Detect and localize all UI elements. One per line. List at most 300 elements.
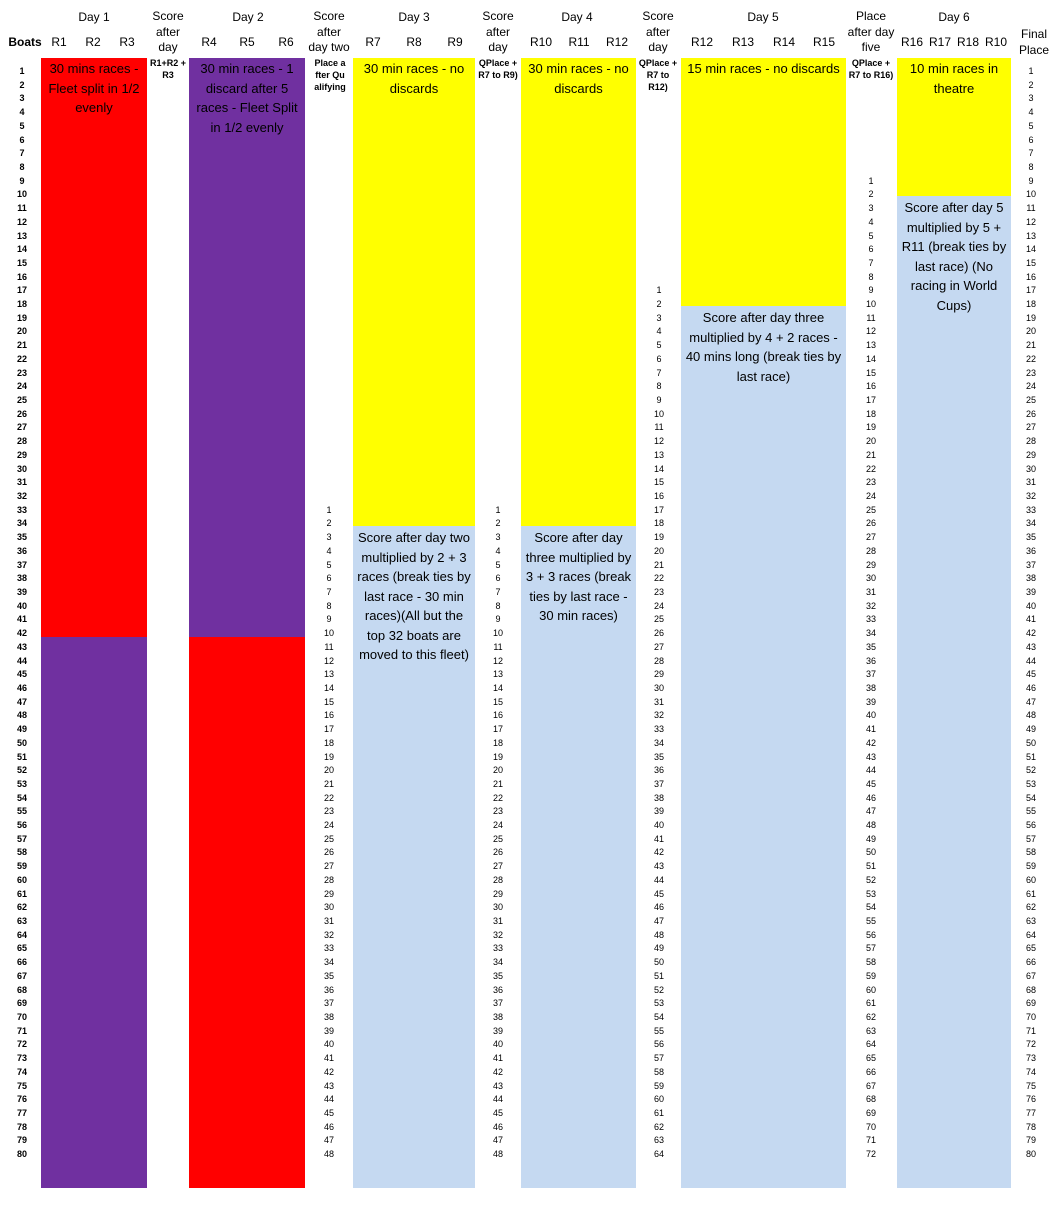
day5_place-value: 22 bbox=[865, 463, 876, 474]
boats-value: 5 bbox=[19, 120, 25, 131]
boats-value: 34 bbox=[16, 518, 27, 529]
day4_place-value: 43 bbox=[653, 861, 664, 872]
day5_place-value: 49 bbox=[865, 833, 876, 844]
day3_place-value: 35 bbox=[492, 970, 503, 981]
day5_place-value: 12 bbox=[865, 326, 876, 337]
day5_place-value: 72 bbox=[865, 1149, 876, 1160]
day4_place-value: 58 bbox=[653, 1066, 664, 1077]
day2_place-value: 46 bbox=[323, 1121, 334, 1132]
final-value: 5 bbox=[1028, 120, 1034, 131]
day5_place-value: 47 bbox=[865, 806, 876, 817]
final-value: 72 bbox=[1025, 1039, 1036, 1050]
day2_place-value: 48 bbox=[323, 1149, 334, 1160]
day5_place-value: 64 bbox=[865, 1039, 876, 1050]
day5_place-value: 7 bbox=[868, 257, 874, 268]
day2_place-value: 26 bbox=[323, 847, 334, 858]
final-value: 8 bbox=[1028, 161, 1034, 172]
final-value: 54 bbox=[1025, 792, 1036, 803]
header-score-after-day3: Score after day bbox=[482, 9, 514, 54]
final-value: 20 bbox=[1025, 326, 1036, 337]
header-r14: R14 bbox=[772, 35, 795, 49]
day2_place-value: 22 bbox=[323, 792, 334, 803]
day2_place-value: 17 bbox=[323, 724, 334, 735]
boats-value: 20 bbox=[16, 326, 27, 337]
day5_place-value: 60 bbox=[865, 984, 876, 995]
boats-value: 42 bbox=[16, 628, 27, 639]
boats-value: 46 bbox=[16, 682, 27, 693]
final-value: 70 bbox=[1025, 1011, 1036, 1022]
day2_place-value: 29 bbox=[323, 888, 334, 899]
day2_place-value: 24 bbox=[323, 820, 334, 831]
day5_place-value: 52 bbox=[865, 874, 876, 885]
final-value: 78 bbox=[1025, 1121, 1036, 1132]
boats-value: 63 bbox=[16, 916, 27, 927]
boats-value: 52 bbox=[16, 765, 27, 776]
boats-value: 3 bbox=[19, 93, 25, 104]
day4_place-value: 46 bbox=[653, 902, 664, 913]
day4-gold-note: 30 min races - no discards bbox=[528, 61, 629, 96]
boats-value: 54 bbox=[16, 792, 27, 803]
boats-value: 24 bbox=[16, 381, 27, 392]
boats-value: 29 bbox=[16, 449, 27, 460]
final-value: 53 bbox=[1025, 778, 1036, 789]
header-r17: R17 bbox=[928, 35, 951, 49]
boats-value: 23 bbox=[16, 367, 27, 378]
day5_place-value: 25 bbox=[865, 504, 876, 515]
final-value: 15 bbox=[1025, 257, 1036, 268]
day4_place-value: 6 bbox=[656, 353, 662, 364]
header-r18: R18 bbox=[956, 35, 979, 49]
day2_place-value: 7 bbox=[326, 586, 332, 597]
day5_place-value: 11 bbox=[866, 312, 876, 323]
final-value: 22 bbox=[1025, 353, 1036, 364]
final-value: 50 bbox=[1025, 737, 1036, 748]
day4_place-value: 27 bbox=[653, 641, 664, 652]
day4_place-value: 35 bbox=[653, 751, 664, 762]
day2_place-value: 18 bbox=[323, 737, 334, 748]
day1-purple-fleet-block bbox=[41, 637, 147, 1188]
day3_place-value: 22 bbox=[492, 792, 503, 803]
boats-value: 13 bbox=[16, 230, 27, 241]
boats-value: 57 bbox=[16, 833, 27, 844]
final-value: 60 bbox=[1025, 874, 1036, 885]
boats-value: 27 bbox=[16, 422, 27, 433]
final-value: 43 bbox=[1025, 641, 1036, 652]
day5_place-value: 18 bbox=[865, 408, 876, 419]
final-value: 75 bbox=[1025, 1080, 1036, 1091]
final-value: 11 bbox=[1026, 203, 1036, 214]
day3_place-value: 27 bbox=[492, 861, 503, 872]
boats-value: 25 bbox=[16, 395, 27, 406]
boats-value: 37 bbox=[16, 559, 27, 570]
day4_place-value: 12 bbox=[653, 436, 664, 447]
day5_place-value: 37 bbox=[865, 669, 876, 680]
day2_place-value: 27 bbox=[323, 861, 334, 872]
day5-gold-fleet-block bbox=[681, 58, 846, 306]
final-value: 32 bbox=[1025, 491, 1036, 501]
day2_place-value: 31 bbox=[323, 916, 334, 927]
header-r6: R6 bbox=[278, 35, 294, 49]
day2_place-value: 14 bbox=[323, 682, 334, 693]
day5_place-value: 31 bbox=[865, 586, 876, 597]
boats-value: 2 bbox=[19, 79, 25, 90]
boats-value: 73 bbox=[16, 1053, 27, 1064]
boats-value: 75 bbox=[16, 1080, 27, 1091]
day5_place-value: 67 bbox=[865, 1080, 876, 1091]
header-day6: Day 6 bbox=[938, 10, 970, 24]
final-value: 46 bbox=[1025, 682, 1036, 693]
day3_place-value: 6 bbox=[495, 573, 501, 584]
final-value: 74 bbox=[1025, 1066, 1036, 1077]
day2_place-value: 36 bbox=[323, 984, 334, 995]
day5_place-value: 14 bbox=[865, 353, 876, 364]
boats-value: 31 bbox=[16, 477, 27, 488]
final-value: 27 bbox=[1025, 422, 1036, 433]
final-value: 79 bbox=[1025, 1135, 1036, 1146]
day5_place-value: 61 bbox=[865, 998, 876, 1009]
day2_place-value: 19 bbox=[323, 751, 334, 762]
day3_place-value: 29 bbox=[492, 888, 503, 899]
day2_place-value: 30 bbox=[323, 902, 334, 913]
day5_place-value: 3 bbox=[868, 203, 874, 214]
day3_place-value: 18 bbox=[492, 737, 503, 748]
boats-value: 1 bbox=[19, 66, 25, 76]
boats-value: 30 bbox=[16, 463, 27, 474]
header-r1: R1 bbox=[51, 35, 67, 49]
boats-value: 11 bbox=[17, 203, 27, 214]
final-value: 80 bbox=[1025, 1149, 1036, 1160]
day2_place-value: 5 bbox=[326, 559, 332, 570]
day4_place-value: 45 bbox=[653, 888, 664, 899]
day6-silver-fleet-block bbox=[897, 196, 1011, 1188]
boats-value: 12 bbox=[16, 216, 27, 227]
day5_place-value: 16 bbox=[865, 381, 876, 392]
day3_place-value: 36 bbox=[492, 984, 503, 995]
day3-silver-note: Score after day two multiplied by 2 + 3 races (break ties by last race - 30 min races)(All but the top 32 boats are moved to this fleet) bbox=[357, 530, 471, 662]
final-value: 3 bbox=[1028, 93, 1034, 104]
day2_place-value: 45 bbox=[323, 1107, 334, 1118]
day3_place-value: 48 bbox=[492, 1149, 503, 1160]
boats-value: 47 bbox=[16, 696, 27, 707]
day4_place-value: 57 bbox=[653, 1053, 664, 1064]
day2_place-value: 10 bbox=[323, 628, 334, 639]
day5_place-value: 20 bbox=[865, 436, 876, 447]
day5_place-value: 63 bbox=[865, 1025, 876, 1036]
boats-value: 72 bbox=[16, 1039, 27, 1050]
day5_place-value: 58 bbox=[865, 957, 876, 968]
day3_place-value: 32 bbox=[492, 929, 503, 940]
day3_place-value: 41 bbox=[492, 1053, 503, 1064]
header-r15: R15 bbox=[812, 35, 835, 49]
header-place-after-day-five: Place after day five bbox=[847, 9, 895, 54]
day3_place-value: 7 bbox=[495, 586, 501, 597]
boats-value: 32 bbox=[16, 491, 27, 501]
day4_place-value: 44 bbox=[653, 874, 664, 885]
header-r7: R7 bbox=[365, 35, 381, 49]
day4_place-value: 36 bbox=[653, 765, 664, 776]
final-value: 41 bbox=[1025, 614, 1036, 625]
day4_place-value: 51 bbox=[653, 970, 664, 981]
day4_place-value: 59 bbox=[653, 1080, 664, 1091]
boats-value: 40 bbox=[16, 600, 27, 611]
day5_place-value: 24 bbox=[865, 491, 876, 501]
final-value: 45 bbox=[1025, 669, 1036, 680]
final-value: 10 bbox=[1025, 189, 1036, 200]
final-value: 47 bbox=[1025, 696, 1036, 707]
boats-value: 26 bbox=[16, 408, 27, 419]
day4_place-value: 31 bbox=[653, 696, 664, 707]
final-value: 73 bbox=[1025, 1053, 1036, 1064]
day2_place-value: 4 bbox=[326, 545, 332, 556]
day5_place-value: 5 bbox=[868, 230, 874, 241]
day4-gold-fleet-block bbox=[521, 58, 636, 526]
boats-value: 48 bbox=[16, 710, 27, 721]
final-value: 25 bbox=[1025, 395, 1036, 406]
day5_place-value: 28 bbox=[865, 545, 876, 556]
day5-silver-fleet-block bbox=[681, 306, 846, 1188]
day5_place-value: 13 bbox=[865, 340, 876, 351]
day4_place-value: 9 bbox=[656, 395, 662, 406]
day3_place-value: 20 bbox=[492, 765, 503, 776]
boats-value: 71 bbox=[16, 1025, 27, 1036]
day3_place-value: 1 bbox=[495, 504, 501, 515]
header-day4: Day 4 bbox=[561, 10, 593, 24]
day5_place-value: 8 bbox=[868, 271, 874, 282]
header-score-after-day1: Score after day bbox=[152, 9, 184, 54]
day4_place-value: 39 bbox=[653, 806, 664, 817]
final-value: 48 bbox=[1025, 710, 1036, 721]
header-day3: Day 3 bbox=[398, 10, 430, 24]
header-score-after-day-two: Score after day two bbox=[308, 9, 350, 54]
final-value: 42 bbox=[1025, 628, 1036, 639]
day5_place-value: 9 bbox=[868, 285, 874, 296]
day2_place-value: 13 bbox=[323, 669, 334, 680]
day5_place-value: 51 bbox=[865, 861, 876, 872]
day2_place-value: 16 bbox=[323, 710, 334, 721]
day5_place-value: 55 bbox=[865, 916, 876, 927]
day4_place-value: 50 bbox=[653, 957, 664, 968]
day5_place-value: 68 bbox=[865, 1094, 876, 1105]
boats-value: 66 bbox=[16, 957, 27, 968]
day5_place-value: 69 bbox=[865, 1107, 876, 1118]
day5_place-value: 6 bbox=[868, 244, 874, 255]
day5_place-value: 21 bbox=[865, 449, 876, 460]
day5_place-value: 27 bbox=[865, 532, 876, 543]
day5_place-value: 30 bbox=[865, 573, 876, 584]
day5_place-value: 36 bbox=[865, 655, 876, 666]
day3_place-value: 2 bbox=[495, 518, 501, 529]
day6-gold-note: 10 min races in theatre bbox=[909, 61, 999, 96]
header-r12-day5: R12 bbox=[690, 35, 713, 49]
day2_place-value: 21 bbox=[323, 778, 334, 789]
day5_place-value: 2 bbox=[868, 189, 874, 200]
day3_place-value: 10 bbox=[492, 628, 503, 639]
day5_place-value: 32 bbox=[865, 600, 876, 611]
day3_place-value: 11 bbox=[493, 641, 503, 652]
day5_place-value: 44 bbox=[865, 765, 876, 776]
header-r4: R4 bbox=[201, 35, 217, 49]
final-value: 52 bbox=[1025, 765, 1036, 776]
day2_place-value: 41 bbox=[323, 1053, 334, 1064]
day5_place-value: 45 bbox=[865, 778, 876, 789]
boats-value: 19 bbox=[16, 312, 27, 323]
day3_place-value: 15 bbox=[492, 696, 503, 707]
final-value: 33 bbox=[1025, 504, 1036, 515]
final-value: 26 bbox=[1025, 408, 1036, 419]
day2_place-value: 25 bbox=[323, 833, 334, 844]
boats-value: 22 bbox=[16, 353, 27, 364]
final-value: 23 bbox=[1025, 367, 1036, 378]
boats-value: 16 bbox=[16, 271, 27, 282]
final-value: 4 bbox=[1028, 107, 1034, 118]
day3_place-value: 44 bbox=[492, 1094, 503, 1105]
day5_place-value: 29 bbox=[865, 559, 876, 570]
day2_place-value: 20 bbox=[323, 765, 334, 776]
boats-value: 55 bbox=[16, 806, 27, 817]
day4_place-value: 64 bbox=[653, 1149, 664, 1160]
day4_place-value: 21 bbox=[653, 559, 664, 570]
boats-value: 41 bbox=[16, 614, 27, 625]
final-value: 2 bbox=[1028, 79, 1034, 90]
day2_place-value: 35 bbox=[323, 970, 334, 981]
day4_place-value: 14 bbox=[653, 463, 664, 474]
day5_place-value: 54 bbox=[865, 902, 876, 913]
final-value: 61 bbox=[1025, 888, 1036, 899]
day4_place-value: 38 bbox=[653, 792, 664, 803]
boats-value: 17 bbox=[16, 285, 27, 296]
final-value: 31 bbox=[1025, 477, 1036, 488]
final-value: 66 bbox=[1025, 957, 1036, 968]
boats-value: 44 bbox=[16, 655, 27, 666]
day3_place-value: 45 bbox=[492, 1107, 503, 1118]
boats-value: 49 bbox=[16, 724, 27, 735]
final-value: 51 bbox=[1025, 751, 1036, 762]
header-score-after-day3-formula: QPlace + R7 to R9) bbox=[478, 58, 518, 80]
day4_place-value: 48 bbox=[653, 929, 664, 940]
final-value: 7 bbox=[1028, 148, 1034, 159]
day4_place-value: 30 bbox=[653, 682, 664, 693]
day5_place-value: 42 bbox=[865, 737, 876, 748]
day3_place-value: 4 bbox=[495, 545, 501, 556]
day5_place-value: 33 bbox=[865, 614, 876, 625]
day3_place-value: 47 bbox=[492, 1135, 503, 1146]
boats-value: 21 bbox=[16, 340, 27, 351]
final-value: 67 bbox=[1025, 970, 1036, 981]
day2_place-value: 12 bbox=[323, 655, 334, 666]
day4_place-value: 41 bbox=[653, 833, 664, 844]
boats-value: 50 bbox=[16, 737, 27, 748]
day4_place-value: 49 bbox=[653, 943, 664, 954]
day5_place-value: 23 bbox=[865, 477, 876, 488]
day2-purple-fleet-block bbox=[189, 58, 305, 637]
boats-value: 14 bbox=[16, 244, 27, 255]
day2_place-value: 15 bbox=[323, 696, 334, 707]
day5_place-value: 50 bbox=[865, 847, 876, 858]
day3_place-value: 46 bbox=[492, 1121, 503, 1132]
day1-top-note: 30 mins races - Fleet split in 1/2 evenly bbox=[48, 61, 140, 115]
boats-value: 78 bbox=[16, 1121, 27, 1132]
day4_place-value: 61 bbox=[653, 1107, 664, 1118]
boats-value: 43 bbox=[16, 641, 27, 652]
day3_place-value: 14 bbox=[492, 682, 503, 693]
header-r3: R3 bbox=[119, 35, 135, 49]
day2_place-value: 23 bbox=[323, 806, 334, 817]
day3_place-value: 19 bbox=[492, 751, 503, 762]
day3_place-value: 42 bbox=[492, 1066, 503, 1077]
day5_place-value: 59 bbox=[865, 970, 876, 981]
day5_place-value: 48 bbox=[865, 820, 876, 831]
day4_place-value: 15 bbox=[653, 477, 664, 488]
day2_place-value: 1 bbox=[326, 504, 332, 515]
boats-value: 58 bbox=[16, 847, 27, 858]
boats-value: 28 bbox=[16, 436, 27, 447]
boats-value: 4 bbox=[19, 107, 25, 118]
day5_place-value: 62 bbox=[865, 1011, 876, 1022]
day2_place-value: 34 bbox=[323, 957, 334, 968]
day4_place-value: 42 bbox=[653, 847, 664, 858]
boats-value: 6 bbox=[19, 134, 25, 145]
day5_place-value: 66 bbox=[865, 1066, 876, 1077]
day2_place-value: 37 bbox=[323, 998, 334, 1009]
day4_place-value: 8 bbox=[656, 381, 662, 392]
header-score-after-day4: Score after day bbox=[642, 9, 674, 54]
day4_place-value: 2 bbox=[656, 299, 662, 310]
final-value: 29 bbox=[1025, 449, 1036, 460]
day4_place-value: 3 bbox=[656, 312, 662, 323]
day3_place-value: 28 bbox=[492, 874, 503, 885]
day5_place-value: 56 bbox=[865, 929, 876, 940]
boats-value: 53 bbox=[16, 778, 27, 789]
day4_place-value: 1 bbox=[656, 285, 662, 296]
day3_place-value: 24 bbox=[492, 820, 503, 831]
boats-value: 56 bbox=[16, 820, 27, 831]
day2_place-value: 44 bbox=[323, 1094, 334, 1105]
day4_place-value: 54 bbox=[653, 1011, 664, 1022]
day5-gold-note: 15 min races - no discards bbox=[687, 61, 840, 76]
day2_place-value: 11 bbox=[324, 641, 334, 652]
day5_place-value: 4 bbox=[868, 216, 874, 227]
final-value: 56 bbox=[1025, 820, 1036, 831]
day2_place-value: 33 bbox=[323, 943, 334, 954]
final-value: 24 bbox=[1025, 381, 1036, 392]
day5_place-value: 57 bbox=[865, 943, 876, 954]
day5_place-value: 40 bbox=[865, 710, 876, 721]
boats-value: 62 bbox=[16, 902, 27, 913]
final-value: 19 bbox=[1025, 312, 1036, 323]
day3_place-value: 25 bbox=[492, 833, 503, 844]
boats-value: 10 bbox=[16, 189, 27, 200]
header-day1: Day 1 bbox=[78, 10, 110, 24]
day5_place-value: 1 bbox=[868, 175, 874, 186]
final-value: 21 bbox=[1025, 340, 1036, 351]
day4_place-value: 20 bbox=[653, 545, 664, 556]
day3_place-value: 8 bbox=[495, 600, 501, 611]
boats-value: 68 bbox=[16, 984, 27, 995]
boats-value: 60 bbox=[16, 874, 27, 885]
day3_place-value: 23 bbox=[492, 806, 503, 817]
final-value: 18 bbox=[1025, 299, 1036, 310]
day4-silver-note: Score after day three multiplied by 3 + 3 races (break ties by last race - 30 min races) bbox=[525, 530, 632, 623]
boats-value: 70 bbox=[16, 1011, 27, 1022]
day4_place-value: 13 bbox=[653, 449, 664, 460]
day1-red-fleet-block bbox=[41, 58, 147, 637]
day3_place-value: 9 bbox=[495, 614, 501, 625]
day4_place-value: 5 bbox=[656, 340, 662, 351]
day4_place-value: 47 bbox=[653, 916, 664, 927]
final-value: 13 bbox=[1025, 230, 1036, 241]
day3_place-value: 16 bbox=[492, 710, 503, 721]
header-r9: R9 bbox=[447, 35, 463, 49]
